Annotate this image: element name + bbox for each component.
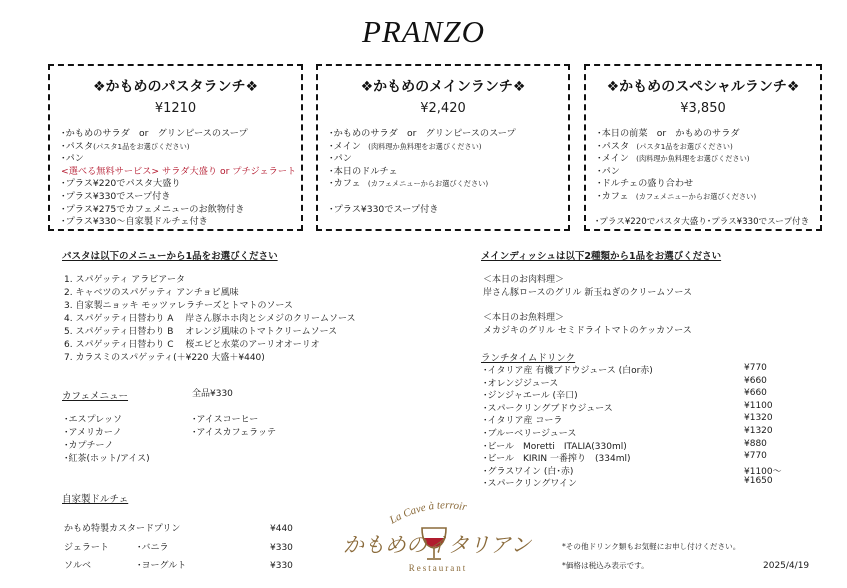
box-line: ･パン [597,165,620,177]
footer-date: 2025/4/19 [763,561,810,571]
dolce-name: ジェラート [64,543,109,553]
box-line [318,191,568,204]
drink-name: ･グラスワイン (白･赤) [483,466,574,477]
drink-name: ･イタリア産 有機ブドウジュース (白or赤) [483,366,653,376]
dolce-name: かもめ特製カスタードプリン [64,524,181,534]
box-line: ･プラス¥330でスープ付き [61,190,171,202]
cafe-heading: カフェメニュー [62,391,129,402]
special-lunch-box [584,64,822,231]
drink-name: ･ジンジャエール (辛口) [483,391,578,402]
drink-name: ･スパークリングブドウジュース [483,403,613,414]
box-line: ･プラス¥220でパスタ大盛り･プラス¥330でスープ付き [595,217,810,228]
drink-price: ¥770 [744,363,767,373]
box-line: ･カフェ (カフェメニューからお選びください) [329,178,489,190]
dolce-heading: 自家製ドルチェ [62,494,129,505]
cafe-item: ･エスプレッソ [64,415,123,425]
drink-price: ¥1100 [744,400,773,411]
box-price: ¥1210 [154,101,197,116]
drink-name: ･ブルーベリージュース [483,429,577,439]
drink-name: ･ビール Moretti ITALIA(330ml) [483,441,627,452]
drink-price: ¥770 [744,451,767,462]
pasta-item: 3. 自家製ニョッキ モッツァレラチーズとトマトのソース [64,301,293,311]
box-line: ･カフェ (カフェメニューからお選びください) [597,190,757,202]
drink-price: ¥1650 [744,476,773,487]
box-line: ･本日のドルチェ [329,165,398,177]
meat-item: 岸さん豚ロースのグリル 新玉ねぎのクリームソース [483,288,692,298]
fish-label: ＜本日のお魚料理＞ [483,313,565,323]
box-line [586,204,820,217]
box-lines [50,128,301,229]
pasta-lunch-box [48,64,303,231]
logo-bottom-text: Restaurant [408,563,468,573]
box-line: ･本日の前菜 or かもめのサラダ [597,128,740,139]
box-line: ･かもめのサラダ or グリンピースのスープ [329,128,516,139]
dolce-price: ¥330 [270,561,293,571]
cafe-item: ･アイスコーヒー [192,415,259,425]
dolce-price: ¥440 [270,524,293,534]
drink-price: ¥660 [744,375,767,386]
drink-name: ･オレンジジュース [483,378,559,389]
drink-price: ¥660 [744,388,767,399]
pasta-item: 1. スパゲッティ アラビアータ [64,275,185,285]
drink-heading: ランチタイムドリンク [481,353,576,364]
footer-note: *その他ドリンク類もお気軽にお申し付けください。 [562,542,741,551]
drink-price: ¥1100～ [744,466,782,477]
box-line: ･プラス¥330～自家製ドルチェ付き [61,216,208,228]
drink-name: ･ビール KIRIN 一番搾り (334ml) [483,454,631,465]
pasta-item: 4. スパゲッティ日替わり A 岸さん豚ホホ肉とシメジのクリームソース [64,314,356,324]
drink-name: ･イタリア産 コーラ [483,416,563,427]
free-service-line: <選べる無料サービス> サラダ大盛り or プチジェラート [61,165,297,177]
drink-price: ¥1320 [744,426,773,436]
box-price: ¥2,420 [420,101,466,116]
drink-price: ¥880 [744,438,767,449]
dolce-name: ソルベ [64,561,92,571]
cafe-item: ･アメリカーノ [64,428,122,438]
box-lines [586,128,820,229]
box-title: ❖かもめのメインランチ❖ [360,79,526,95]
box-line: ･プラス¥275でカフェメニューのお飲物付き [61,203,245,215]
logo-top-text [387,499,469,527]
pasta-item: 6. スパゲッティ日替わり C 桜エビと水菜のアーリオオーリオ [64,340,320,350]
drink-price: ¥1320 [744,413,773,424]
cafe-price-note: 全品¥330 [192,389,233,399]
box-line: ･かもめのサラダ or グリンピースのスープ [61,128,248,139]
box-lines [318,128,568,216]
logo-main-text: かもめのイタリアン [342,533,532,557]
main-dish-heading: メインディッシュは以下2種類から1品をお選びください [481,251,722,262]
pasta-item: 2. キャベツのスパゲッティ アンチョビ風味 [64,288,239,298]
box-line: ･ドルチェの盛り合わせ [597,178,694,190]
footer-note: *価格は税込み表示です。 [562,561,649,570]
dolce-sub: ･ヨーグルト [137,561,187,571]
logo-top-path: La Cave à terroir [387,499,468,527]
meat-label: ＜本日のお肉料理＞ [483,275,565,285]
box-price: ¥3,850 [680,101,726,116]
box-title: ❖かもめのスペシャルランチ❖ [606,79,800,95]
box-line: ･メイン (肉料理か魚料理をお選びください) [329,140,482,152]
dolce-sub: ･バニラ [137,543,169,553]
box-line: ･パスタ(パスタ1品をお選びください) [61,140,190,152]
menu-title: PRANZO [361,14,486,49]
logo-graphic [330,494,545,578]
box-line: ･パン [329,153,352,165]
main-lunch-box [316,64,570,231]
restaurant-logo [330,494,545,578]
pasta-heading: パスタは以下のメニューから1品をお選びください [62,251,278,262]
pasta-item: 5. スパゲッティ日替わり B オレンジ風味のトマトクリームソース [64,327,338,337]
cafe-item: ･カプチーノ [64,441,114,451]
box-line: ･パスタ (パスタ1品をお選びください) [597,140,733,152]
box-line: ･プラス¥220でパスタ大盛り [61,178,181,190]
box-line: ･メイン (肉料理か魚料理をお選びください) [597,153,750,165]
cafe-item: ･アイスカフェラッテ [192,428,276,438]
cafe-item: ･紅茶(ホット/アイス) [64,454,150,464]
dolce-price: ¥330 [270,543,293,553]
box-line: ･パン [61,153,84,165]
box-line: ･プラス¥330でスープ付き [329,203,439,215]
drink-name: ･スパークリングワイン [483,479,578,490]
fish-item: メカジキのグリル セミドライトマトのケッカソース [483,326,692,336]
box-title: ❖かもめのパスタランチ❖ [92,79,259,95]
pasta-item: 7. カラスミのスパゲッティ(＋¥220 大盛＋¥440) [64,353,265,363]
